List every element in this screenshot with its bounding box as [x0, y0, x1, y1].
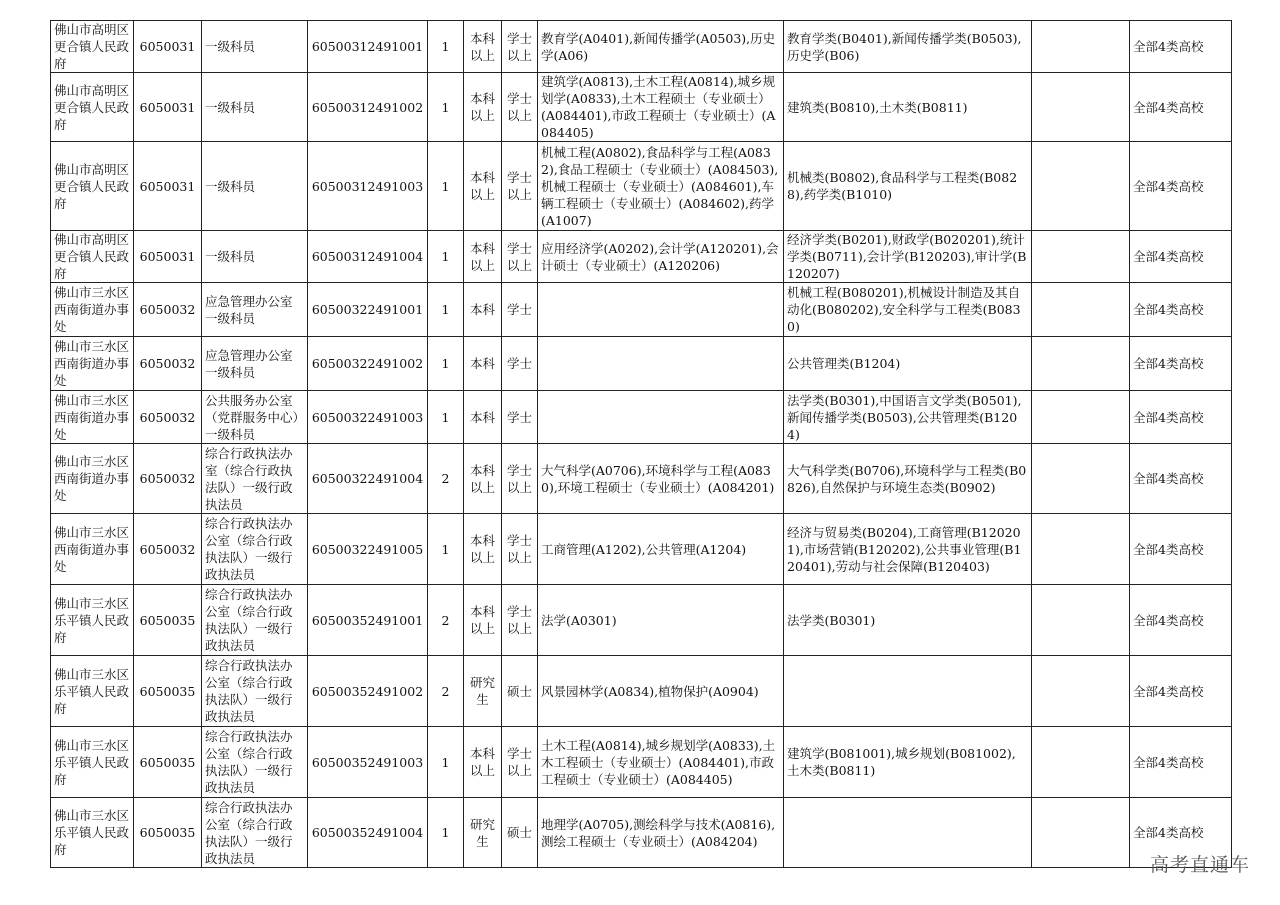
vocational-major-cell: [1032, 514, 1130, 585]
table-row: [51, 444, 1232, 514]
table-row: [51, 337, 1232, 391]
headcount-cell: 1: [428, 21, 464, 73]
table-row: [51, 656, 1232, 727]
table-row: [51, 514, 1232, 585]
school-type-cell: 全部4类高校: [1130, 444, 1232, 514]
department-code-cell: 6050032: [134, 283, 202, 337]
department-cell: 佛山市三水区西南街道办事处: [51, 337, 134, 391]
vocational-major-cell: [1032, 21, 1130, 73]
department-code-cell: 6050035: [134, 656, 202, 727]
headcount-cell: 2: [428, 444, 464, 514]
degree-cell: 硕士: [502, 656, 538, 727]
department-code-cell: 6050032: [134, 391, 202, 444]
department-cell: 佛山市三水区西南街道办事处: [51, 391, 134, 444]
headcount-cell: 1: [428, 73, 464, 142]
degree-cell: 学士以上: [502, 727, 538, 798]
graduate-major-cell: 工商管理(A1202),公共管理(A1204): [538, 514, 784, 585]
education-cell: 本科以上: [464, 231, 502, 283]
department-cell: 佛山市三水区乐平镇人民政府: [51, 798, 134, 868]
department-cell: 佛山市高明区更合镇人民政府: [51, 142, 134, 231]
school-type-cell: 全部4类高校: [1130, 391, 1232, 444]
department-cell: 佛山市三水区乐平镇人民政府: [51, 727, 134, 798]
graduate-major-cell: [538, 283, 784, 337]
undergraduate-major-cell: 建筑学(B081001),城乡规划(B081002),土木类(B0811): [784, 727, 1032, 798]
department-cell: 佛山市高明区更合镇人民政府: [51, 231, 134, 283]
table-row: [51, 727, 1232, 798]
department-cell: 佛山市高明区更合镇人民政府: [51, 21, 134, 73]
school-type-cell: 全部4类高校: [1130, 142, 1232, 231]
school-type-cell: 全部4类高校: [1130, 337, 1232, 391]
position-cell: 综合行政执法办公室（综合行政执法队）一级行政执法员: [202, 514, 308, 585]
headcount-cell: 1: [428, 391, 464, 444]
headcount-cell: 2: [428, 656, 464, 727]
school-type-cell: 全部4类高校: [1130, 514, 1232, 585]
department-code-cell: 6050032: [134, 337, 202, 391]
graduate-major-cell: 法学(A0301): [538, 585, 784, 656]
position-code-cell: 60500312491002: [308, 73, 428, 142]
position-cell: 公共服务办公室（党群服务中心）一级科员: [202, 391, 308, 444]
graduate-major-cell: 风景园林学(A0834),植物保护(A0904): [538, 656, 784, 727]
education-cell: 本科以上: [464, 444, 502, 514]
headcount-cell: 1: [428, 283, 464, 337]
graduate-major-cell: [538, 391, 784, 444]
degree-cell: 学士以上: [502, 21, 538, 73]
vocational-major-cell: [1032, 283, 1130, 337]
education-cell: 研究生: [464, 656, 502, 727]
department-code-cell: 6050032: [134, 444, 202, 514]
table-row: [51, 391, 1232, 444]
department-code-cell: 6050031: [134, 231, 202, 283]
undergraduate-major-cell: 法学类(B0301),中国语言文学类(B0501),新闻传播学类(B0503),公共管理类(B1204): [784, 391, 1032, 444]
degree-cell: 学士以上: [502, 231, 538, 283]
table-row: [51, 585, 1232, 656]
position-code-cell: 60500322491005: [308, 514, 428, 585]
position-cell: 综合行政执法办公室（综合行政执法队）一级行政执法员: [202, 585, 308, 656]
recruitment-table: [50, 20, 1232, 868]
graduate-major-cell: 建筑学(A0813),土木工程(A0814),城乡规划学(A0833),土木工程硕士（专业硕士）(A084401),市政工程硕士（专业硕士）(A084405): [538, 73, 784, 142]
position-code-cell: 60500352491004: [308, 798, 428, 868]
degree-cell: 学士以上: [502, 142, 538, 231]
undergraduate-major-cell: 机械类(B0802),食品科学与工程类(B0828),药学类(B1010): [784, 142, 1032, 231]
school-type-cell: 全部4类高校: [1130, 21, 1232, 73]
school-type-cell: 全部4类高校: [1130, 73, 1232, 142]
headcount-cell: 1: [428, 514, 464, 585]
graduate-major-cell: 土木工程(A0814),城乡规划学(A0833),土木工程硕士（专业硕士）(A084401),市政工程硕士（专业硕士）(A084405): [538, 727, 784, 798]
vocational-major-cell: [1032, 656, 1130, 727]
table-row: [51, 798, 1232, 868]
education-cell: 本科: [464, 283, 502, 337]
position-cell: 一级科员: [202, 142, 308, 231]
department-cell: 佛山市三水区乐平镇人民政府: [51, 585, 134, 656]
department-cell: 佛山市三水区西南街道办事处: [51, 444, 134, 514]
headcount-cell: 1: [428, 231, 464, 283]
graduate-major-cell: 应用经济学(A0202),会计学(A120201),会计硕士（专业硕士）(A120206): [538, 231, 784, 283]
undergraduate-major-cell: [784, 798, 1032, 868]
department-cell: 佛山市三水区西南街道办事处: [51, 283, 134, 337]
education-cell: 本科以上: [464, 73, 502, 142]
position-cell: 一级科员: [202, 21, 308, 73]
education-cell: 本科以上: [464, 514, 502, 585]
position-code-cell: 60500312491004: [308, 231, 428, 283]
undergraduate-major-cell: 建筑类(B0810),土木类(B0811): [784, 73, 1032, 142]
position-code-cell: 60500312491001: [308, 21, 428, 73]
degree-cell: 学士以上: [502, 585, 538, 656]
degree-cell: 学士: [502, 391, 538, 444]
undergraduate-major-cell: 公共管理类(B1204): [784, 337, 1032, 391]
department-code-cell: 6050035: [134, 727, 202, 798]
education-cell: 本科: [464, 391, 502, 444]
headcount-cell: 1: [428, 727, 464, 798]
department-cell: 佛山市三水区乐平镇人民政府: [51, 656, 134, 727]
graduate-major-cell: 机械工程(A0802),食品科学与工程(A0832),食品工程硕士（专业硕士）(A084503),机械工程硕士（专业硕士）(A084601),车辆工程硕士（专业硕士）(A084602),药学(A1007): [538, 142, 784, 231]
headcount-cell: 1: [428, 142, 464, 231]
vocational-major-cell: [1032, 337, 1130, 391]
position-code-cell: 60500322491002: [308, 337, 428, 391]
watermark-text: 高考直通车: [1149, 854, 1250, 876]
undergraduate-major-cell: 教育学类(B0401),新闻传播学类(B0503),历史学(B06): [784, 21, 1032, 73]
vocational-major-cell: [1032, 391, 1130, 444]
position-cell: 综合行政执法办室（综合行政执法队）一级行政执法员: [202, 444, 308, 514]
degree-cell: 学士以上: [502, 444, 538, 514]
position-code-cell: 60500312491003: [308, 142, 428, 231]
table-row: [51, 283, 1232, 337]
undergraduate-major-cell: 机械工程(B080201),机械设计制造及其自动化(B080202),安全科学与工程类(B0830): [784, 283, 1032, 337]
headcount-cell: 1: [428, 337, 464, 391]
position-code-cell: 60500322491001: [308, 283, 428, 337]
degree-cell: 硕士: [502, 798, 538, 868]
degree-cell: 学士: [502, 337, 538, 391]
degree-cell: 学士: [502, 283, 538, 337]
education-cell: 本科以上: [464, 585, 502, 656]
undergraduate-major-cell: 经济学类(B0201),财政学(B020201),统计学类(B0711),会计学(B120203),审计学(B120207): [784, 231, 1032, 283]
department-cell: 佛山市三水区西南街道办事处: [51, 514, 134, 585]
position-cell: 应急管理办公室一级科员: [202, 283, 308, 337]
graduate-major-cell: 地理学(A0705),测绘科学与技术(A0816),测绘工程硕士（专业硕士）(A084204): [538, 798, 784, 868]
school-type-cell: 全部4类高校: [1130, 231, 1232, 283]
school-type-cell: 全部4类高校: [1130, 283, 1232, 337]
department-code-cell: 6050031: [134, 73, 202, 142]
education-cell: 本科以上: [464, 21, 502, 73]
department-code-cell: 6050031: [134, 142, 202, 231]
vocational-major-cell: [1032, 142, 1130, 231]
department-code-cell: 6050032: [134, 514, 202, 585]
vocational-major-cell: [1032, 585, 1130, 656]
undergraduate-major-cell: 大气科学类(B0706),环境科学与工程类(B0826),自然保护与环境生态类(B0902): [784, 444, 1032, 514]
position-code-cell: 60500352491002: [308, 656, 428, 727]
graduate-major-cell: [538, 337, 784, 391]
headcount-cell: 1: [428, 798, 464, 868]
school-type-cell: 全部4类高校: [1130, 585, 1232, 656]
school-type-cell: 全部4类高校: [1130, 798, 1232, 868]
table-row: [51, 231, 1232, 283]
position-code-cell: 60500322491004: [308, 444, 428, 514]
position-cell: 综合行政执法办公室（综合行政执法队）一级行政执法员: [202, 798, 308, 868]
position-cell: 一级科员: [202, 73, 308, 142]
position-code-cell: 60500322491003: [308, 391, 428, 444]
graduate-major-cell: 大气科学(A0706),环境科学与工程(A0830),环境工程硕士（专业硕士）(A084201): [538, 444, 784, 514]
table-row: [51, 21, 1232, 73]
vocational-major-cell: [1032, 73, 1130, 142]
undergraduate-major-cell: 经济与贸易类(B0204),工商管理(B120201),市场营销(B120202),公共事业管理(B120401),劳动与社会保障(B120403): [784, 514, 1032, 585]
education-cell: 本科: [464, 337, 502, 391]
vocational-major-cell: [1032, 231, 1130, 283]
position-cell: 综合行政执法办公室（综合行政执法队）一级行政执法员: [202, 656, 308, 727]
school-type-cell: 全部4类高校: [1130, 656, 1232, 727]
department-code-cell: 6050035: [134, 798, 202, 868]
vocational-major-cell: [1032, 798, 1130, 868]
table-row: [51, 142, 1232, 231]
education-cell: 本科以上: [464, 727, 502, 798]
degree-cell: 学士以上: [502, 514, 538, 585]
vocational-major-cell: [1032, 727, 1130, 798]
position-code-cell: 60500352491001: [308, 585, 428, 656]
position-cell: 综合行政执法办公室（综合行政执法队）一级行政执法员: [202, 727, 308, 798]
department-code-cell: 6050035: [134, 585, 202, 656]
position-code-cell: 60500352491003: [308, 727, 428, 798]
degree-cell: 学士以上: [502, 73, 538, 142]
position-cell: 一级科员: [202, 231, 308, 283]
vocational-major-cell: [1032, 444, 1130, 514]
department-cell: 佛山市高明区更合镇人民政府: [51, 73, 134, 142]
education-cell: 研究生: [464, 798, 502, 868]
department-code-cell: 6050031: [134, 21, 202, 73]
undergraduate-major-cell: [784, 656, 1032, 727]
headcount-cell: 2: [428, 585, 464, 656]
school-type-cell: 全部4类高校: [1130, 727, 1232, 798]
table-row: [51, 73, 1232, 142]
graduate-major-cell: 教育学(A0401),新闻传播学(A0503),历史学(A06): [538, 21, 784, 73]
education-cell: 本科以上: [464, 142, 502, 231]
position-cell: 应急管理办公室一级科员: [202, 337, 308, 391]
undergraduate-major-cell: 法学类(B0301): [784, 585, 1032, 656]
